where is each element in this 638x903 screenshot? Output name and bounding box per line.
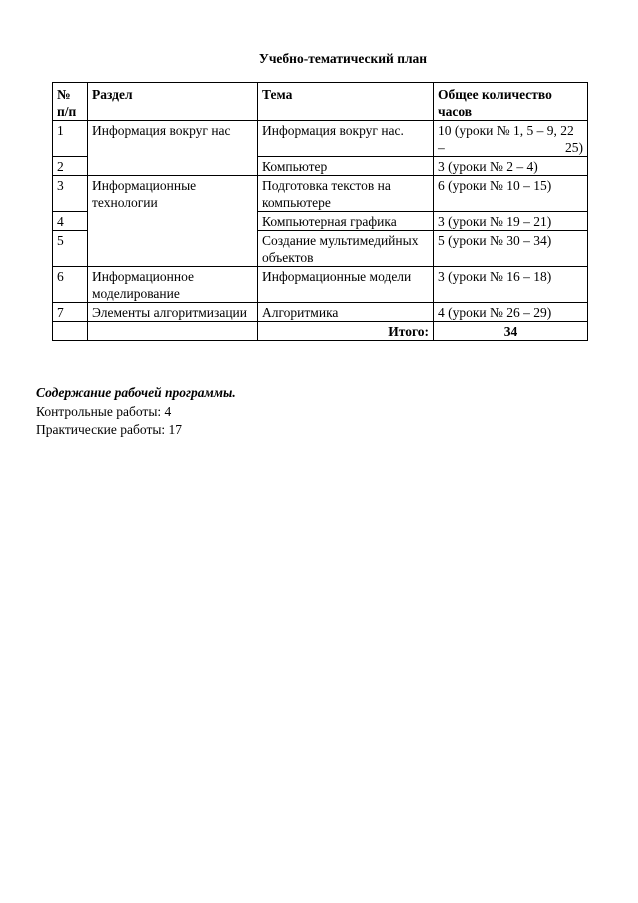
total-label: Итого: [258,322,434,341]
cell-hours: 4 (уроки № 26 – 29) [434,303,588,322]
cell-section: Информационное моделирование [88,267,258,303]
cell-empty [88,322,258,341]
cell-num: 7 [53,303,88,322]
cell-hours: 3 (уроки № 19 – 21) [434,212,588,231]
cell-num: 1 [53,121,88,157]
cell-num: 5 [53,231,88,267]
cell-hours: 5 (уроки № 30 – 34) [434,231,588,267]
cell-num: 2 [53,157,88,176]
header-num: № п/п [53,83,88,121]
cell-num: 6 [53,267,88,303]
total-value: 34 [434,322,588,341]
cell-topic: Подготовка текстов на компьютере [258,176,434,212]
cell-empty [53,322,88,341]
cell-hours: 3 (уроки № 2 – 4) [434,157,588,176]
cell-topic: Компьютер [258,157,434,176]
cell-topic: Алгоритмика [258,303,434,322]
table-row [53,176,588,212]
cell-topic: Создание мультимедийных объектов [258,231,434,267]
plan-table [52,82,588,341]
cell-topic: Информационные модели [258,267,434,303]
cell-section: Элементы алгоритмизации [88,303,258,322]
cell-num: 3 [53,176,88,212]
table-row [53,303,588,322]
header-section: Раздел [88,83,258,121]
table-row [53,267,588,303]
cell-section: Информационные технологии [88,176,258,267]
content-heading: Содержание рабочей программы. [36,385,236,400]
cell-topic: Компьютерная графика [258,212,434,231]
header-hours: Общее количество часов [434,83,588,121]
table-header-row [53,83,588,121]
cell-topic: Информация вокруг нас. [258,121,434,157]
cell-hours: 3 (уроки № 16 – 18) [434,267,588,303]
cell-num: 4 [53,212,88,231]
table-total-row [53,322,588,341]
cell-section: Информация вокруг нас [88,121,258,176]
control-works-line: Контрольные работы: 4 [36,404,172,419]
header-topic: Тема [258,83,434,121]
cell-hours: 10 (уроки № 1, 5 – 9, 22 – 25) [434,121,588,157]
cell-hours: 6 (уроки № 10 – 15) [434,176,588,212]
practical-works-line: Практические работы: 17 [36,422,183,437]
table-row [53,121,588,157]
page-title: Учебно-тематический план [258,51,428,66]
